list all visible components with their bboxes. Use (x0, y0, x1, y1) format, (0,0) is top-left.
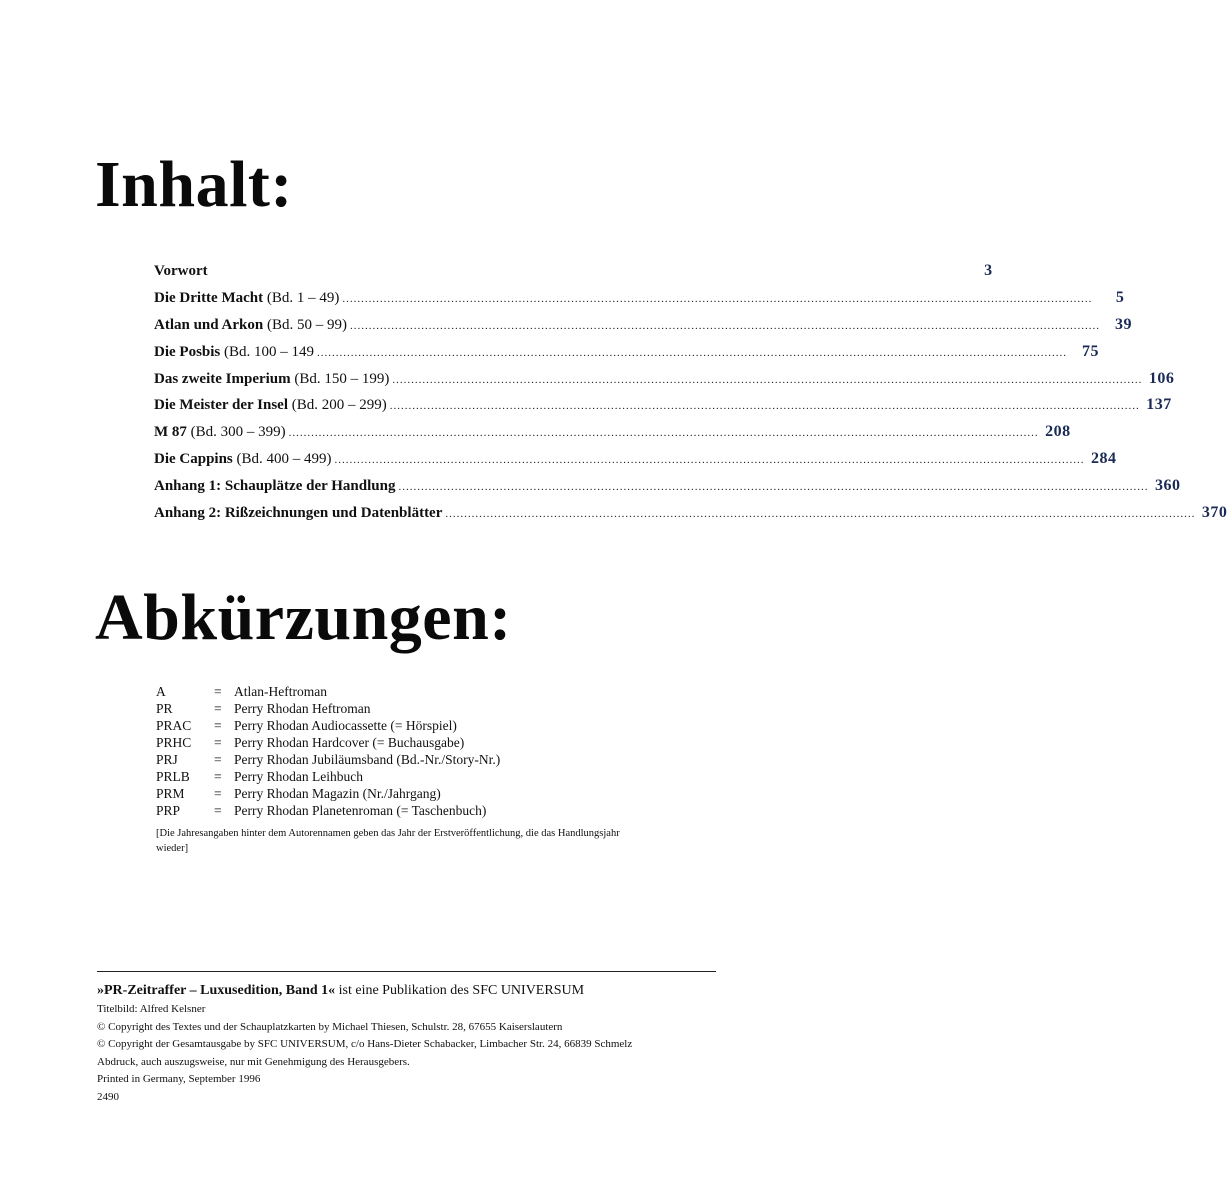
abbreviation-key: PRP (156, 803, 181, 818)
toc-leader: ........................................................................................................................................................................................................ (288, 427, 1039, 440)
abbreviation-key: PRAC (156, 718, 192, 733)
equals-sign: = (214, 786, 222, 801)
printed-in: Printed in Germany, September 1996 (97, 1073, 261, 1085)
toc-leader: ........................................................................................................................................................................................................ (389, 400, 1140, 413)
toc-entry-title: Anhang 2: Rißzeichnungen und Datenblätter (154, 505, 443, 522)
toc-entry-range: (Bd. 150 – 199) (294, 370, 390, 387)
reprint-notice: Abdruck, auch auszugsweise, nur mit Genehmigung des Herausgebers. (97, 1055, 410, 1068)
equals-sign: = (214, 752, 222, 767)
abbreviation-row (156, 802, 500, 819)
toc-entry (154, 450, 1117, 477)
toc-entry (154, 423, 1071, 450)
abbreviation-row (156, 683, 500, 700)
toc-entry-range: (Bd. 300 – 399) (190, 424, 286, 441)
toc-entry-page: 39 (1114, 315, 1132, 333)
toc-entry-title: Die Meister der Insel (154, 397, 288, 414)
toc-entry-page: 137 (1146, 396, 1172, 414)
equals-sign: = (214, 803, 222, 818)
imprint (97, 981, 737, 1106)
abbreviation-meaning: Perry Rhodan Heftroman (234, 701, 371, 716)
toc-leader: ........................................................................................................................................................................................................ (317, 346, 1068, 359)
equals-sign: = (214, 769, 222, 784)
abbreviation-meaning: Perry Rhodan Magazin (Nr./Jahrgang) (234, 786, 441, 801)
toc-entry-range: (Bd. 100 – 149 (224, 343, 315, 360)
publication-statement (97, 981, 737, 1000)
abbreviation-row (156, 768, 500, 785)
abbreviation-row (156, 734, 500, 751)
print-number: 2490 (97, 1090, 119, 1103)
footer-divider (97, 971, 716, 972)
abbreviation-meaning: Perry Rhodan Jubiläumsband (Bd.-Nr./Story-Nr.) (234, 752, 501, 767)
toc-entry-page: 284 (1091, 450, 1117, 468)
toc-entry (154, 369, 1175, 397)
abbreviation-key: PRM (156, 786, 185, 801)
edition-copyright: © Copyright der Gesamtausgabe by SFC UNIVERSUM, c/o Hans-Dieter Schabacker, Limbacher Str. 24, 66839 Schmelz (97, 1038, 633, 1050)
toc-entry (154, 288, 1125, 316)
toc-entry (154, 477, 1181, 504)
toc-leader: ........................................................................................................................................................................................................ (445, 508, 1196, 521)
toc-entry-page: 106 (1148, 369, 1175, 387)
abbreviation-key: PRHC (156, 735, 192, 750)
toc-leader: ........................................................................................................................................................................................................ (349, 319, 1100, 332)
toc-entry-title: Atlan und Arkon (154, 316, 264, 333)
table-of-contents (154, 262, 1227, 531)
toc-entry-range: (Bd. 1 – 49) (266, 289, 340, 306)
toc-entry (154, 315, 1132, 343)
abbreviation-key: PR (156, 701, 173, 716)
toc-entry-title: Die Posbis (154, 343, 221, 360)
publication-title: »PR-Zeitraffer – Luxusedition, Band 1« (97, 983, 336, 998)
abbreviations-list (156, 683, 500, 819)
cover-credit: Titelbild: Alfred Kelsner (97, 1003, 206, 1015)
equals-sign: = (214, 701, 222, 716)
toc-entry (154, 396, 1172, 423)
abbreviation-meaning: Perry Rhodan Planetenroman (= Taschenbuch) (234, 803, 487, 818)
toc-entry-range: (Bd. 200 – 299) (291, 397, 387, 414)
abbreviation-key: PRLB (156, 769, 190, 784)
equals-sign: = (214, 684, 222, 699)
abbreviation-key: PRJ (156, 752, 178, 767)
abbreviation-row (156, 785, 500, 802)
toc-leader: ........................................................................................................................................................................................................ (398, 481, 1149, 494)
toc-entry-page: 370 (1201, 504, 1227, 522)
abbreviation-key: A (156, 684, 166, 699)
toc-entry-title: Anhang 1: Schauplätze der Handlung (154, 478, 396, 495)
contents-heading: Inhalt: (95, 148, 293, 221)
toc-entry-page: 3 (984, 262, 993, 279)
toc-leader: ........................................................................................................................................................................................................ (392, 373, 1143, 386)
equals-sign: = (214, 735, 222, 750)
toc-entry-title: M 87 (154, 424, 187, 441)
year-note: [Die Jahresangaben hinter dem Autorennamen geben das Jahr der Erstveröffentlichung, die das Handlungsjahr wieder] (156, 828, 620, 854)
toc-leader: ........................................................................................................................................................................................................ (334, 454, 1085, 467)
toc-entry-page: 5 (1115, 288, 1125, 306)
abbreviation-row (156, 700, 500, 717)
toc-entry (154, 262, 993, 289)
abbreviation-meaning: Atlan-Heftroman (234, 684, 327, 699)
publication-publisher: ist eine Publikation des SFC UNIVERSUM (335, 983, 585, 998)
toc-leader: ........................................................................................................................................................................................................ (342, 292, 1093, 305)
abbreviation-meaning: Perry Rhodan Audiocassette (= Hörspiel) (234, 718, 457, 733)
toc-entry-page: 75 (1082, 342, 1100, 360)
abbreviation-row (156, 751, 500, 768)
toc-entry (154, 342, 1100, 370)
toc-entry-page: 360 (1154, 477, 1181, 495)
toc-entry (154, 504, 1227, 531)
abbreviation-meaning: Perry Rhodan Hardcover (= Buchausgabe) (234, 735, 465, 750)
text-copyright: © Copyright des Textes und der Schauplatzkarten by Michael Thiesen, Schulstr. 28, 67655 Kaiserslautern (97, 1020, 563, 1033)
toc-entry-title: Die Cappins (154, 451, 233, 468)
toc-leader (211, 266, 961, 278)
toc-entry-title: Vorwort (154, 263, 208, 279)
abbreviation-row (156, 717, 500, 734)
toc-entry-range: (Bd. 50 – 99) (266, 316, 347, 333)
equals-sign: = (214, 718, 222, 733)
toc-entry-range: (Bd. 400 – 499) (236, 451, 332, 468)
abbreviations-heading: Abkürzungen: (95, 581, 512, 654)
abbreviation-meaning: Perry Rhodan Leihbuch (234, 769, 363, 784)
toc-entry-title: Das zweite Imperium (154, 370, 291, 387)
toc-entry-page: 208 (1045, 423, 1071, 441)
toc-entry-title: Die Dritte Macht (154, 289, 264, 306)
